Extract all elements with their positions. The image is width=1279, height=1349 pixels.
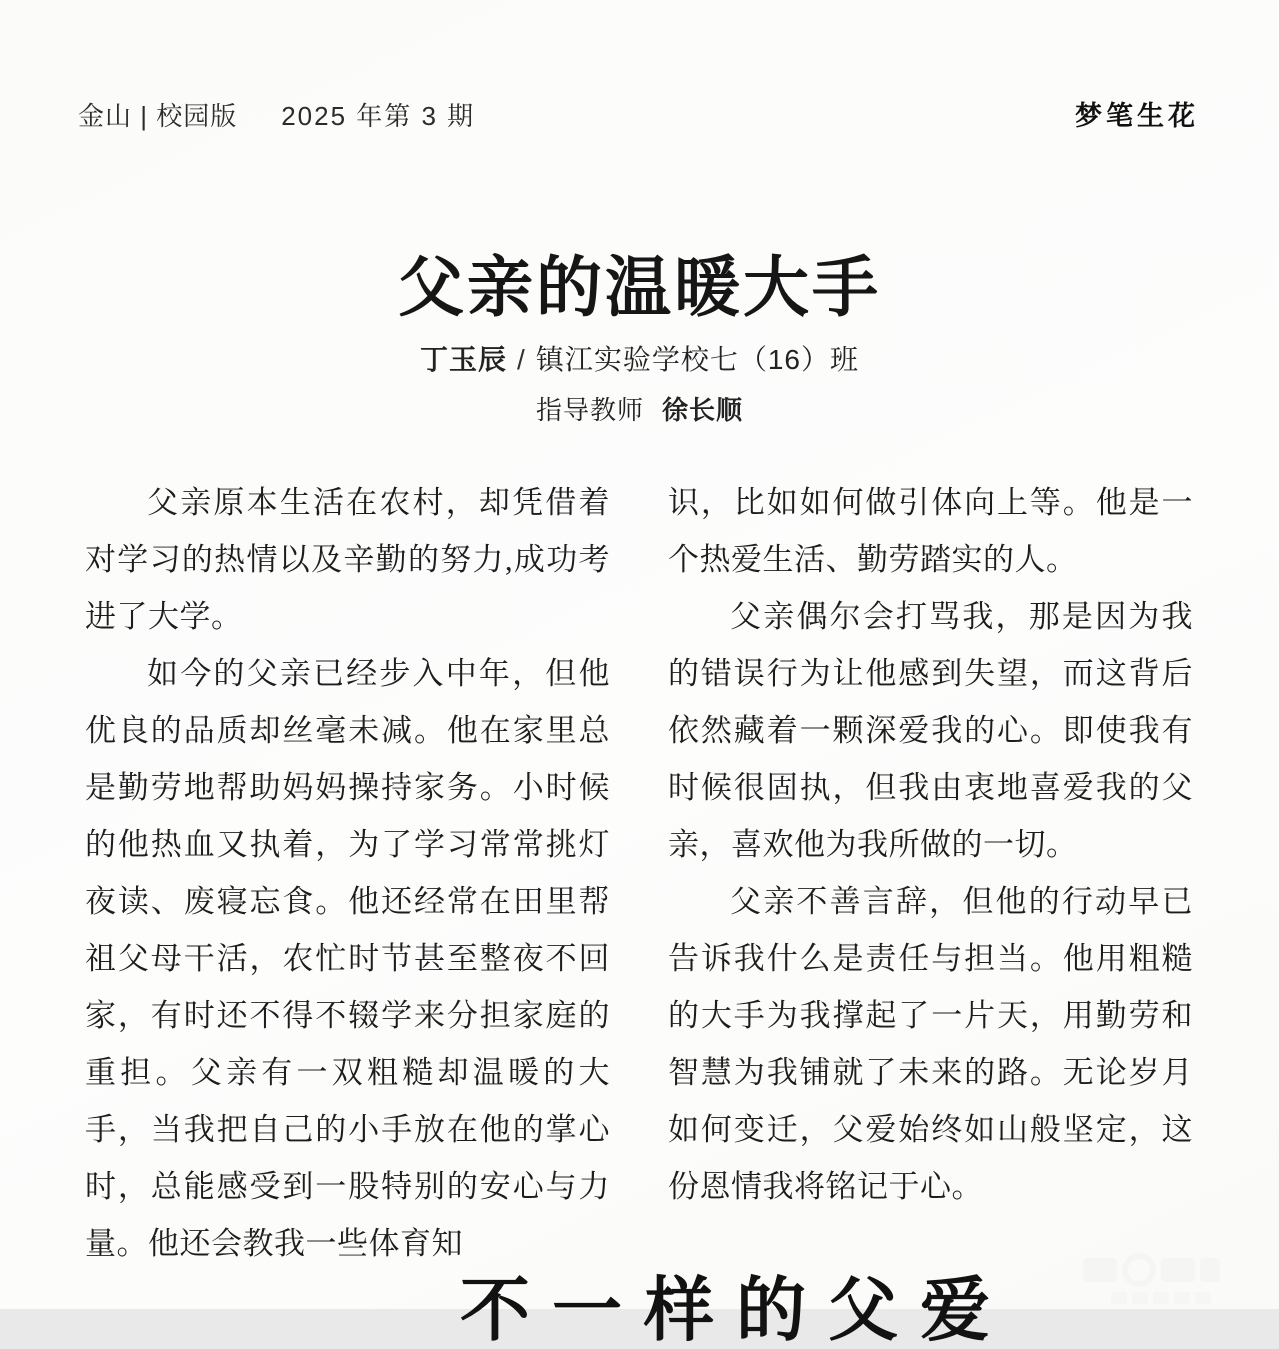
right-column bbox=[668, 474, 1193, 1272]
page-header bbox=[78, 94, 1199, 133]
journal-name: 金山 | 校园版 bbox=[78, 101, 238, 131]
paragraph: 父亲偶尔会打骂我，那是因为我的错误行为让他感到失望，而这背后依然藏着一颗深爱我的心。即使我有时候很固执，但我由衷地喜爱我的父亲，喜欢他为我所做的一切。 bbox=[668, 599, 1193, 862]
author-name: 丁玉辰 bbox=[420, 344, 508, 375]
paragraph: 识，比如如何做引体向上等。他是一个热爱生活、勤劳踏实的人。 bbox=[668, 485, 1193, 577]
left-column bbox=[85, 474, 610, 1272]
next-article-title-partial bbox=[460, 1271, 1279, 1349]
issue-number: 2025 年第 3 期 bbox=[281, 101, 476, 131]
teacher-line bbox=[0, 390, 1279, 427]
next-article-title-text: 不一样的父爱 bbox=[460, 1271, 1012, 1349]
paragraph: 父亲不善言辞，但他的行动早已告诉我什么是责任与担当。他用粗糙的大手为我撑起了一片天，用勤劳和智慧为我铺就了未来的路。无论岁月如何变迁，父爱始终如山般坚定，这份恩情我将铭记于心。 bbox=[668, 884, 1193, 1204]
school-class: 镇江实验学校七（16）班 bbox=[535, 344, 859, 375]
paragraph: 如今的父亲已经步入中年，但他优良的品质却丝毫未减。他在家里总是勤劳地帮助妈妈操持家务。小时候的他热血又执着，为了学习常常挑灯夜读、废寝忘食。他还经常在田里帮祖父母干活，农忙时节甚至整夜不回家，有时还不得不辍学来分担家庭的重担。父亲有一双粗糙却温暖的大手，当我把自己的小手放在他的掌心时，总能感受到一股特别的安心与力量。他还会教我一些体育知 bbox=[85, 656, 610, 1261]
section-name: 梦笔生花 bbox=[1075, 101, 1199, 131]
paragraph: 父亲原本生活在农村，却凭借着对学习的热情以及辛勤的努力,成功考进了大学。 bbox=[85, 485, 610, 634]
byline-separator: / bbox=[517, 344, 526, 375]
teacher-name: 徐长顺 bbox=[662, 395, 744, 425]
journal-info bbox=[78, 96, 475, 133]
article-title: 父亲的温暖大手 bbox=[398, 250, 881, 324]
article-body bbox=[85, 474, 1193, 1272]
byline bbox=[0, 338, 1279, 378]
teacher-label: 指导教师 bbox=[535, 395, 644, 425]
